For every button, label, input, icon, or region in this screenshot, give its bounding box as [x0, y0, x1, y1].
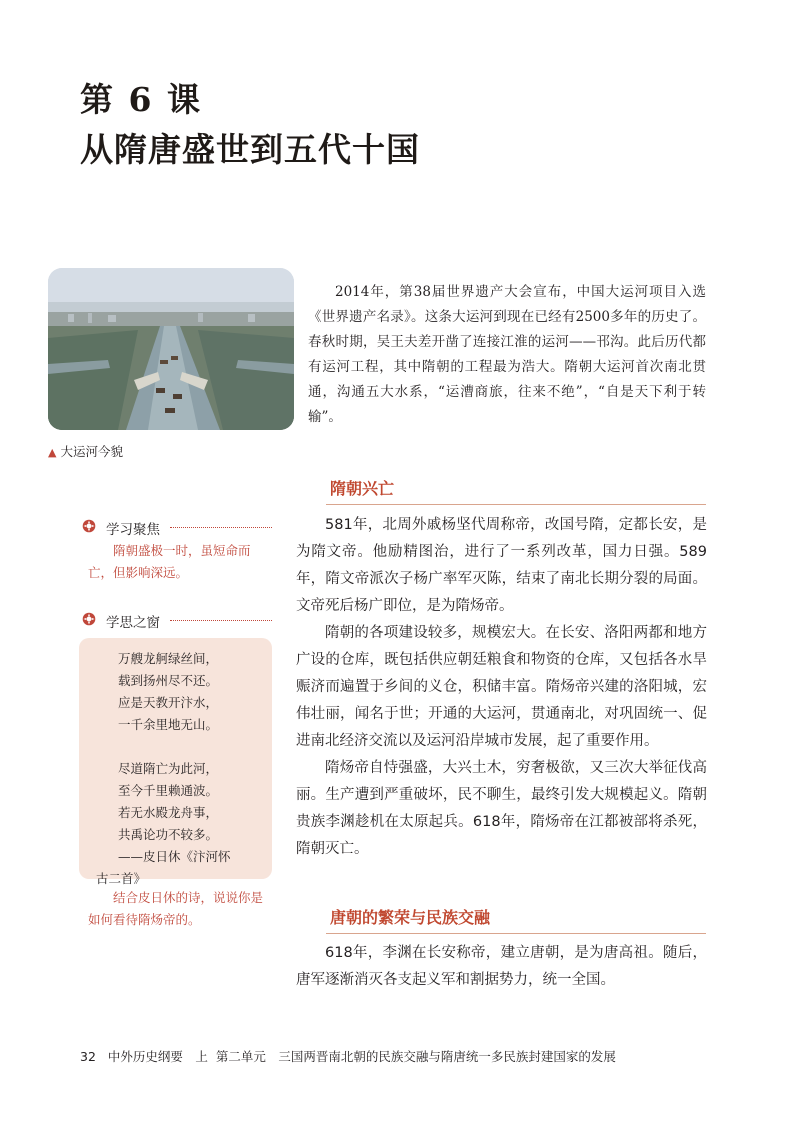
- window-flower-icon: [82, 612, 96, 626]
- poem-line: 若无水殿龙舟事，: [118, 805, 219, 820]
- poem-line: 共禹论功不较多。: [118, 827, 219, 842]
- sidebar-question: [88, 887, 272, 931]
- sidebar-dotted-rule: [170, 620, 272, 621]
- section-divider: [326, 504, 706, 505]
- photo-caption: [48, 442, 123, 460]
- body-paragraph: 581年，北周外戚杨坚代周称帝，改国号隋，定都长安，是为隋文帝。他励精图治，进行了一系列改革，国力日强。589年，隋文帝派次子杨广率军灭陈，结束了南北长期分裂的局面。文帝死后杨广即位，是为隋炀帝。: [296, 517, 707, 614]
- poem-attribution: ——皮日休《汴河怀: [118, 849, 231, 864]
- sidebar-focus-text: [88, 540, 270, 584]
- photo-caption-text: 大运河今貌: [60, 444, 123, 459]
- poem: [96, 648, 268, 890]
- body-paragraph: 618年，李渊在长安称帝，建立唐朝，是为唐高祖。随后，唐军逐渐消灭各支起义军和割据势力，统一全国。: [296, 945, 707, 988]
- page-footer: [80, 1047, 616, 1065]
- poem-line: 载到扬州尽不还。: [118, 673, 219, 688]
- section-heading-sui: 隋朝兴亡: [330, 479, 395, 498]
- poem-line: 尽道隋亡为此河，: [118, 761, 219, 776]
- lesson-number: 第 6 课: [80, 80, 202, 119]
- unit-title: 第二单元 三国两晋南北朝的民族交融与隋唐统一多民族封建国家的发展: [215, 1049, 616, 1064]
- sidebar-heading-window: 学思之窗: [106, 615, 160, 631]
- poem-attribution: 古二首》: [96, 871, 147, 886]
- canal-photo: [48, 268, 294, 430]
- page-number: 32: [80, 1049, 96, 1064]
- intro-text: 2014年，第38届世界遗产大会宣布，中国大运河项目入选《世界遗产名录》。这条大运河到现在已经有2500多年的历史了。春秋时期，吴王夫差开凿了连接江淮的运河——邗沟。此后历代都有运河工程，其中隋朝的工程最为浩大。隋朝大运河首次南北贯通，沟通五大水系，“运漕商旅，往来不绝”，“自是天下利于转输”。: [308, 284, 706, 425]
- poem-line: 至今千里赖通波。: [118, 783, 219, 798]
- section-body-tang: [296, 940, 707, 994]
- poem-line: 万艘龙舸绿丝间，: [118, 651, 219, 666]
- book-title: 中外历史纲要 上: [107, 1049, 208, 1064]
- body-paragraph: 隋朝的各项建设较多，规模宏大。在长安、洛阳两都和地方广设的仓库，既包括供应朝廷粮食和物资的仓库，又包括各水旱赈济而遍置于乡间的义仓，积储丰富。隋炀帝兴建的洛阳城，宏伟壮丽，闻名于世；开通的大运河，贯通南北，对巩固统一、促进南北经济交流以及运河沿岸城市发展，起了重要作用。: [296, 625, 707, 749]
- lesson-title: 从隋唐盛世到五代十国: [80, 130, 420, 169]
- section-heading-tang: 唐朝的繁荣与民族交融: [330, 908, 491, 927]
- question-text: 结合皮日休的诗，说说你是如何看待隋炀帝的。: [88, 890, 264, 927]
- triangle-marker-icon: ▲: [48, 446, 57, 459]
- intro-paragraph: [308, 280, 706, 430]
- sidebar-dotted-rule: [170, 527, 272, 528]
- body-paragraph: 隋炀帝自恃强盛，大兴土木，穷奢极欲，又三次大举征伐高丽。生产遭到严重破坏，民不聊生，最终引发大规模起义。隋朝贵族李渊趁机在太原起兵。618年，隋炀帝在江都被部将杀死，隋朝灭亡。: [296, 760, 707, 857]
- section-body-sui: [296, 512, 707, 863]
- poem-line: 应是天教开汴水，: [118, 695, 219, 710]
- focus-text: 隋朝盛极一时，虽短命而亡，但影响深远。: [88, 543, 251, 580]
- focus-flower-icon: [82, 519, 96, 533]
- poem-line: 一千余里地无山。: [118, 717, 219, 732]
- sidebar-heading-focus: 学习聚焦: [106, 522, 160, 538]
- section-divider: [326, 933, 706, 934]
